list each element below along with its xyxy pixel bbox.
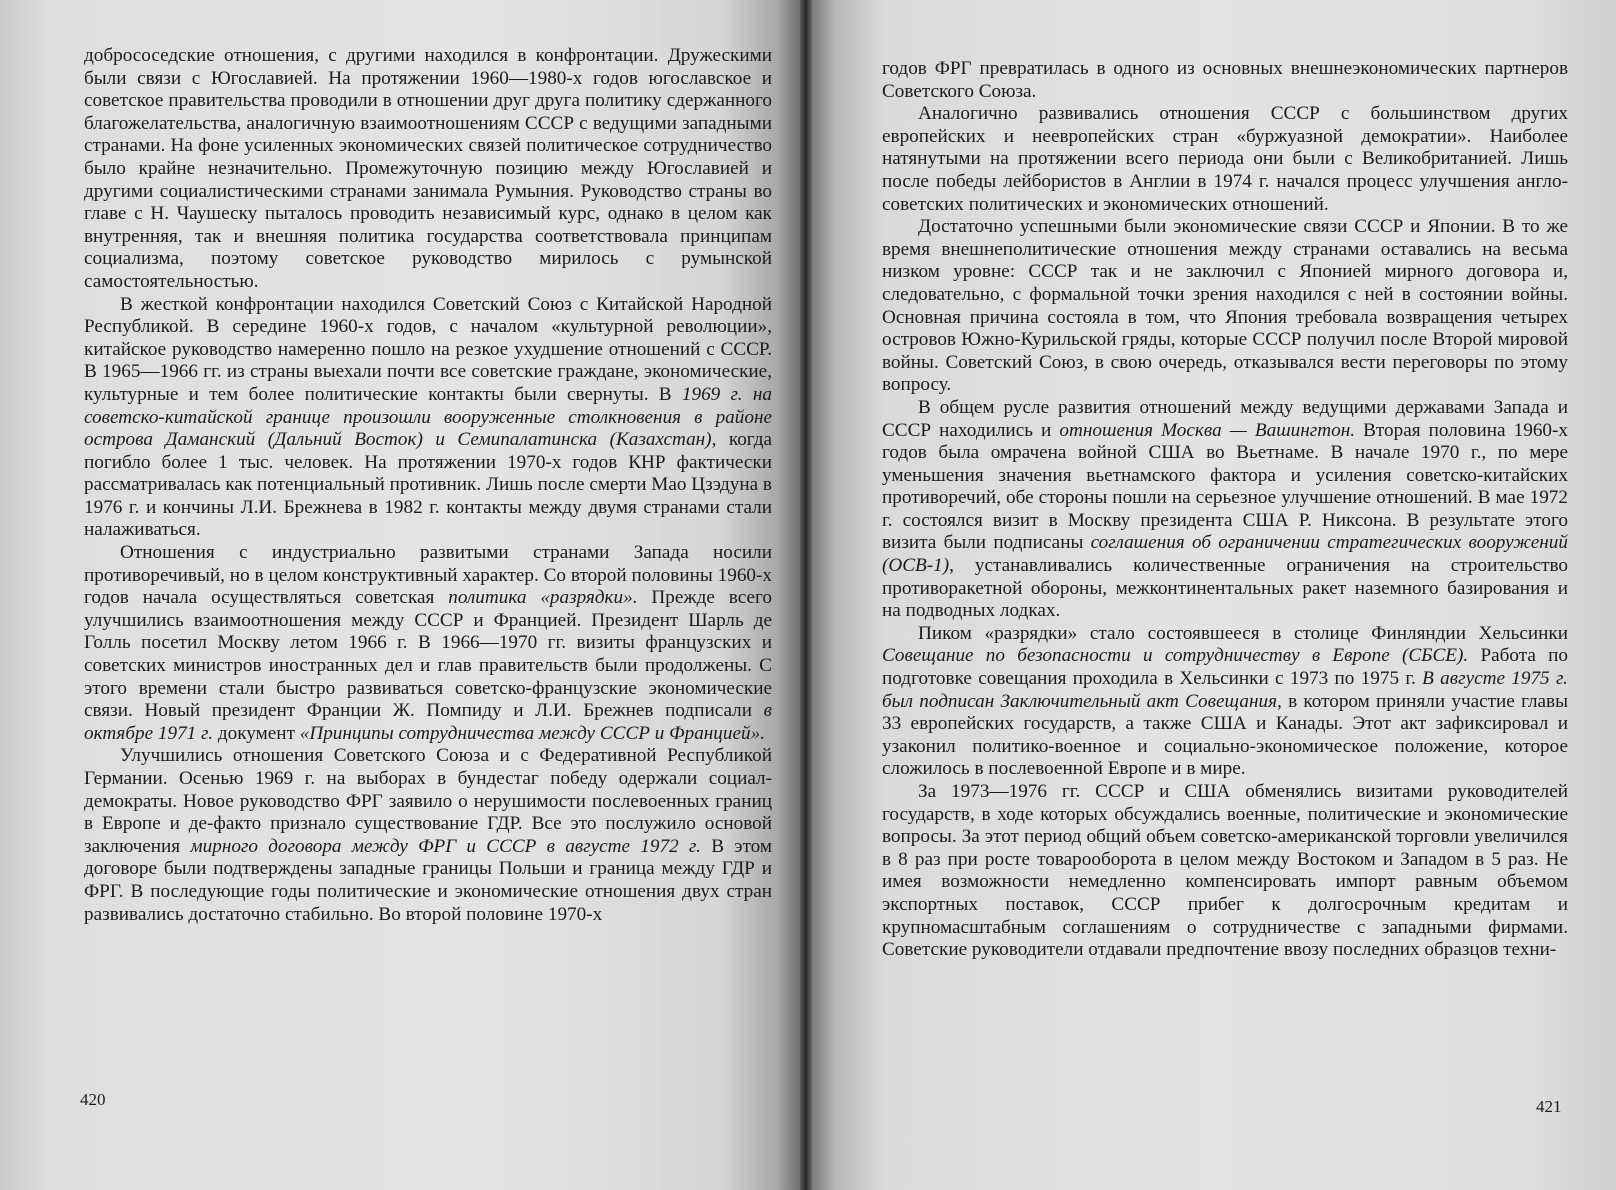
italic-text-run: В августе 1975 г. был подписан Заключительный акт Совещания, [882,668,1568,712]
italic-text-run: 1969 г. на советско-китайской границе произошли вооруженные столкновения в районе острова Даманский (Дальний Восток) и Семипалатинска (Казахстан), [84,383,772,451]
paragraph [882,781,1568,962]
text-run: в котором приняли участие главы 33 европейских государств, а также США и Канады. Этот акт зафиксировал и узаконил политико-военное и социально-экономическое положение, которое сложилось в послевоенной Европе и в мире. [882,690,1569,780]
text-run: Улучшились отношения Советского Союза и с Федеративной Республикой Германии. Осенью 1969 г. на выборах в бундестаг победу одержали социал-демократы. Новое руководство ФРГ заявило о нерушимости послевоенных границ в Европе и де-факто признало существование ГДР. Все это послужило основой заключения [84,745,772,857]
text-run: В жесткой конфронтации находился Советский Союз с Китайской Народной Республикой. В середине 1960-х годов, с началом «культурной революции», китайское руководство намеренно пошло на резкое ухудшение отношений с СССР. В 1965—1966 гг. из страны выехали почти все советские граждане, экономические, культурные и тем более политические контакты были свернуты. В [84,293,772,405]
text-run: Аналогично развивались отношения СССР с большинством других европейских и неевропейских стран «буржуазной демократии». Наиболее натянутыми на протяжении всего периода они были с Великобританией. Лишь после победы лейбористов в Англии в 1974 г. начался процесс улучшения англо-советских политических и экономических отношений. [882,103,1568,215]
text-run: Прежде всего улучшились взаимоотношения между СССР и Францией. Президент Шарль де Голль посетил Москву летом 1966 г. В 1966—1970 гг. визиты французских и советских министров иностранных дел и глав правительств были продолжены. С этого времени стали быстро развиваться советско-французские экономические связи. Новый президент Франции Ж. Помпиду и Л.И. Брежнев подписали [84,587,772,722]
right-page [812,0,1616,1190]
paragraph [882,103,1568,216]
italic-text-run: политика «разрядки». [448,587,638,609]
paragraph [882,58,1568,103]
italic-text-run: соглашения об ограничении стратегических вооружений (ОСВ-1), [882,532,1568,577]
text-run: В общем русле развития отношений между ведущими державами Запада и СССР находились и [882,396,1568,441]
italic-text-run: Совещание по безопасности и сотрудничеству в Европе (СБСЕ). [882,645,1469,667]
paragraph [84,294,772,543]
text-run: В этом договоре были подтверждены западные границы Польши и граница между ГДР и ФРГ. В последующие годы политические и экономические отношения двух стран развивались достаточно стабильно. Во второй половине 1970-х [84,835,772,925]
paragraph [882,397,1568,623]
paragraph [84,45,772,294]
right-page-number: 421 [1536,1097,1562,1116]
italic-text-run: отношения Москва — Вашингтон. [1059,419,1356,441]
left-page-number: 420 [80,1090,106,1109]
text-run: Работа по подготовке совещания проходила в Хельсинки с 1973 по 1975 г. [882,645,1568,690]
text-run: документ [213,722,300,744]
left-page [0,0,800,1190]
right-page-text [882,58,1568,962]
italic-text-run: в октябре 1971 г. [84,700,772,744]
text-run: добрососедские отношения, с другими находился в конфронтации. Дружескими были связи с Югославией. На протяжении 1960—1980-х годов югославское и советское правительства проводили в отношении друг друга политику сдержанного благожелательства, аналогичную взаимоотношениям СССР с ведущими западными странами. На фоне усиленных экономических связей политическое сотрудничество было крайне незначительно. Промежуточную позицию между Югославией и другими социалистическими странами занимала Румыния. Руководство страны во главе с Н. Чаушеску пыталось проводить независимый курс, однако в целом как внутренняя, так и внешняя политика государства соответствовала принципам социализма, поэтому советское руководство мирилось с румынской самостоятельностью. [84,45,772,292]
paragraph [882,216,1568,397]
paragraph [882,623,1568,781]
text-run: годов ФРГ превратилась в одного из основных внешнеэкономических партнеров Советского Союза. [882,58,1568,102]
text-run: Вторая половина 1960-х годов была омрачена войной США во Вьетнаме. В начале 1970 г., по мере уменьшения значения вьетнамского фактора и усиления советско-китайских противоречий, обе стороны пошли на серьезное улучшение отношений. В мае 1972 г. состоялся визит в Москву президента США Р. Никсона. В результате этого визита были подписаны [882,419,1568,554]
text-run: Достаточно успешными были экономические связи СССР и Японии. В то же время внешнеполитические отношения между странами оставались на весьма низком уровне: СССР так и не заключил с Японией мирного договора и, следовательно, с формальной точки зрения находился с ней в состоянии войны. Основная причина состояла в том, что Япония требовала возвращения четырех островов Южно-Курильской гряды, которые СССР получил после Второй мировой войны. Советский Союз, в свою очередь, отказывался вести переговоры по этому вопросу. [882,216,1568,396]
text-run: устанавливались количественные ограничения на строительство противоракетной обороны, межконтинентальных ракет наземного базирования и на подводных лодках. [882,555,1568,622]
text-run: когда погибло более 1 тыс. человек. На протяжении 1970-х годов КНР фактически рассматривалась как потенциальный противник. Лишь после смерти Мао Цзэдуна в 1976 г. и кончины Л.И. Брежнева в 1982 г. контакты между двумя странами стали налаживаться. [84,429,772,541]
italic-text-run: мирного договора между ФРГ и СССР в августе 1972 г. [190,835,701,857]
text-run: За 1973—1976 гг. СССР и США обменялись визитами руководителей государств, в ходе которых обсуждались военные, политические и экономические вопросы. За этот период общий объем советско-американской торговли увеличился в 8 раз при росте товарооборота в целом между Востоком и Западом в 5 раз. Не имея возможности немедленно компенсировать импорт равным объемом экспортных поставок, СССР прибег к долгосрочным кредитам и крупномасштабным соглашениям о сотрудничестве с западными фирмами. Советские руководители отдавали предпочтение ввозу последних образцов техни- [882,781,1568,961]
italic-text-run: «Принципы сотрудничества между СССР и Францией». [299,722,765,744]
text-run: Пиком «разрядки» стало состоявшееся в столице Финляндии Хельсинки [918,622,1568,644]
left-page-text [84,45,772,926]
paragraph [84,542,772,745]
book-gutter [800,0,812,1190]
paragraph [84,745,772,926]
text-run: Отношения с индустриально развитыми странами Запада носили противоречивый, но в целом конструктивный характер. Со второй половины 1960-х годов начала осуществляться советская [84,542,772,609]
